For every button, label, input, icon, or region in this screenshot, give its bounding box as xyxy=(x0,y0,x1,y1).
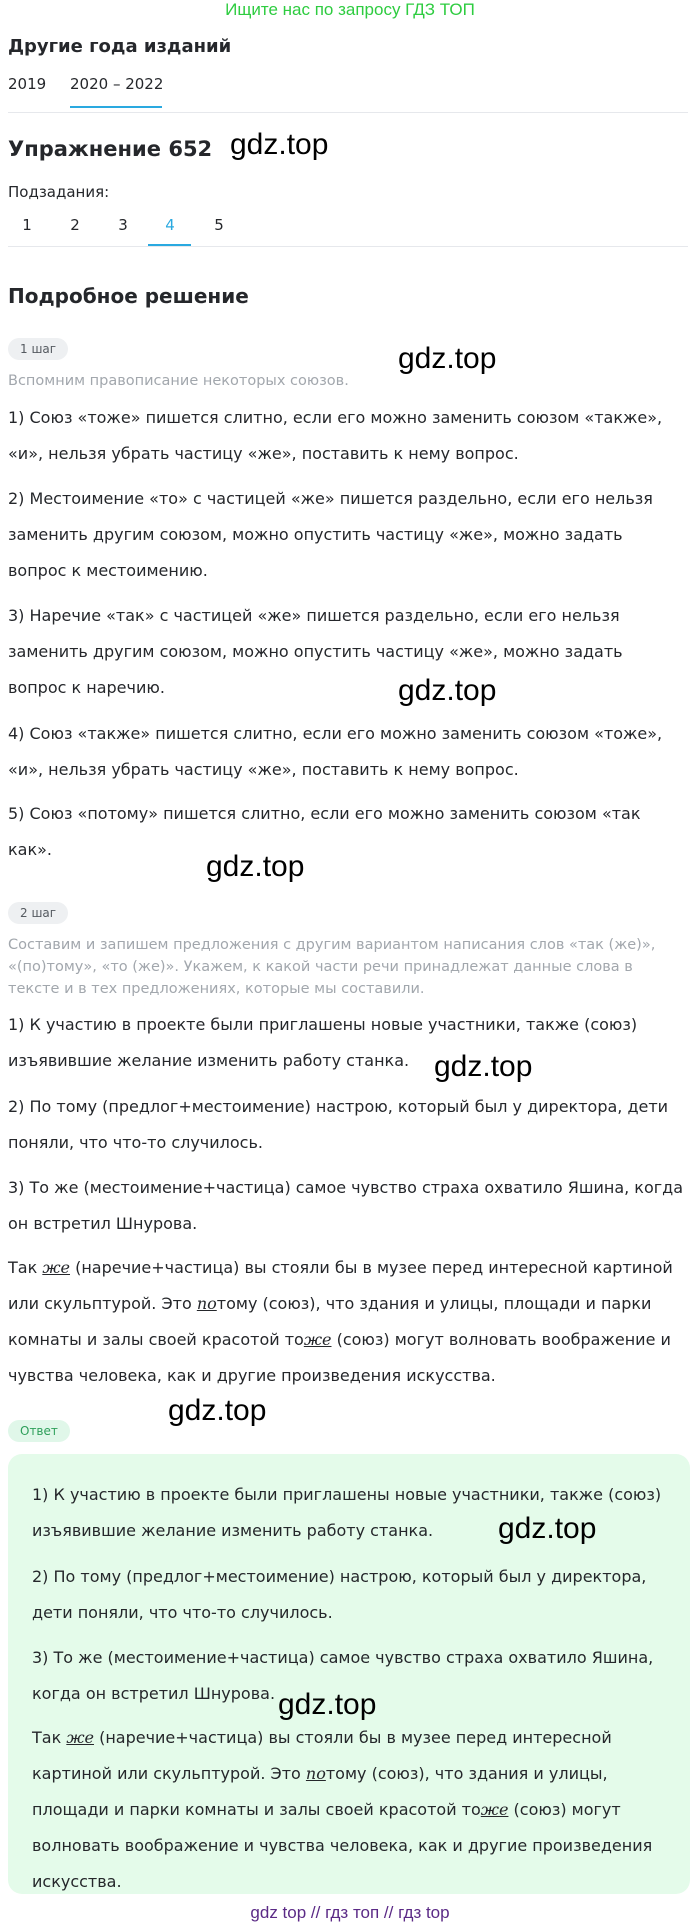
divider xyxy=(8,246,688,247)
step-2-paragraph-2: 2) По тому (предлог+местоимение) настрою, который был у директора, дети поняли, что что-то случилось. xyxy=(8,1097,669,1152)
step-2-paragraph-3: 3) То же (местоимение+частица) самое чувство страха охватило Яшина, когда он встретил Шнурова. xyxy=(8,1178,684,1233)
watermark: gdz.top xyxy=(398,674,497,707)
handwritten-correction: же xyxy=(480,1800,509,1819)
subtask-5[interactable]: 5 xyxy=(214,216,224,234)
other-years-heading: Другие года изданий xyxy=(8,36,232,57)
answer-badge: Ответ xyxy=(8,1420,70,1442)
search-banner: Ищите нас по запросу ГДЗ ТОП xyxy=(225,0,475,19)
subtask-4[interactable]: 4 xyxy=(165,216,175,234)
divider xyxy=(8,112,688,113)
solution-heading: Подробное решение xyxy=(8,284,249,308)
subtask-3[interactable]: 3 xyxy=(118,216,128,234)
answer-paragraph-4 xyxy=(32,1720,672,1900)
step-2-hint: Составим и запишем предложения с другим вариантом написания слов «так (же)», «(по)тому», «то (же)». Укажем, к какой части речи принадлежат данные слова в тексте и в тех предложениях, которые мы составили. xyxy=(8,937,656,997)
active-year-indicator xyxy=(70,106,162,108)
step-2-badge: 2 шаг xyxy=(8,902,68,924)
handwritten-correction: же xyxy=(42,1258,70,1277)
handwritten-correction: же xyxy=(66,1728,94,1747)
text-segment: (союз) могут волновать воображение и чувства человека, как и другие произведения искусства. xyxy=(32,1800,653,1891)
year-tab-2020-2022[interactable]: 2020 – 2022 xyxy=(70,75,164,93)
text-segment: Так xyxy=(32,1728,67,1747)
answer-paragraph-3: 3) То же (местоимение+частица) самое чувство страха охватило Яшина, когда он встретил Шнурова. xyxy=(32,1648,654,1703)
year-tab-2019[interactable]: 2019 xyxy=(8,75,47,93)
text-segment: тому (союз), что здания и улицы, площади и парки комнаты и залы своей красотой то xyxy=(32,1764,608,1819)
text-segment: (союз) могут волновать воображение и чувства человека, как и другие произведения искусства. xyxy=(8,1330,671,1385)
text-segment: (наречие+частица) вы стояли бы в музее перед интересной картиной или скульптурой. Это xyxy=(8,1258,673,1313)
text-segment: (наречие+частица) вы стояли бы в музее перед интересной картиной или скульптурой. Это xyxy=(32,1728,612,1783)
text-segment: тому (союз), что здания и улицы, площади и парки комнаты и залы своей красотой то xyxy=(8,1294,652,1349)
answer-paragraph-2: 2) По тому (предлог+местоимение) настрою, который был у директора, дети поняли, что что-то случилось. xyxy=(32,1567,647,1622)
handwritten-correction: по xyxy=(305,1764,326,1783)
step-2-paragraph-1: 1) К участию в проекте были приглашены новые участники, также (союз) изъявившие желание изменить работу станка. xyxy=(8,1015,638,1070)
footer-watermark: gdz top // гдз топ // гдз top xyxy=(250,1903,450,1922)
watermark: gdz.top xyxy=(434,1050,533,1083)
subtask-1[interactable]: 1 xyxy=(22,216,32,234)
subtask-2[interactable]: 2 xyxy=(70,216,80,234)
answer-paragraph-1: 1) К участию в проекте были приглашены новые участники, также (союз) изъявившие желание изменить работу станка. xyxy=(32,1485,662,1540)
step-2-paragraph-4 xyxy=(8,1250,684,1394)
watermark: gdz.top xyxy=(398,342,497,375)
step-1-paragraph-5: 5) Союз «потому» пишется слитно, если его можно заменить союзом «так как». xyxy=(8,804,641,859)
watermark: gdz.top xyxy=(498,1512,597,1545)
watermark: gdz.top xyxy=(168,1394,267,1427)
step-1-paragraph-4: 4) Союз «также» пишется слитно, если его можно заменить союзом «тоже», «и», нельзя убрать частицу «же», поставить к нему вопрос. xyxy=(8,724,663,779)
step-1-paragraph-3: 3) Наречие «так» с частицей «же» пишется раздельно, если его нельзя заменить другим союзом, можно опустить частицу «же», можно задать вопрос к наречию. xyxy=(8,606,623,697)
step-1-badge: 1 шаг xyxy=(8,338,68,360)
step-1-paragraph-1: 1) Союз «тоже» пишется слитно, если его можно заменить союзом «также», «и», нельзя убрать частицу «же», поставить к нему вопрос. xyxy=(8,408,663,463)
watermark: gdz.top xyxy=(206,850,305,883)
subtasks-label: Подзадания: xyxy=(8,183,110,201)
handwritten-correction: же xyxy=(303,1330,332,1349)
step-1-paragraph-2: 2) Местоимение «то» с частицей «же» пишется раздельно, если его нельзя заменить другим союзом, можно опустить частицу «же», можно задать вопрос к местоимению. xyxy=(8,489,653,580)
step-1-hint: Вспомним правописание некоторых союзов. xyxy=(8,373,349,389)
exercise-title: Упражнение 652 xyxy=(8,137,213,161)
handwritten-correction: по xyxy=(196,1294,217,1313)
watermark: gdz.top xyxy=(278,1688,377,1721)
watermark: gdz.top xyxy=(230,128,329,161)
text-segment: Так xyxy=(8,1258,43,1277)
